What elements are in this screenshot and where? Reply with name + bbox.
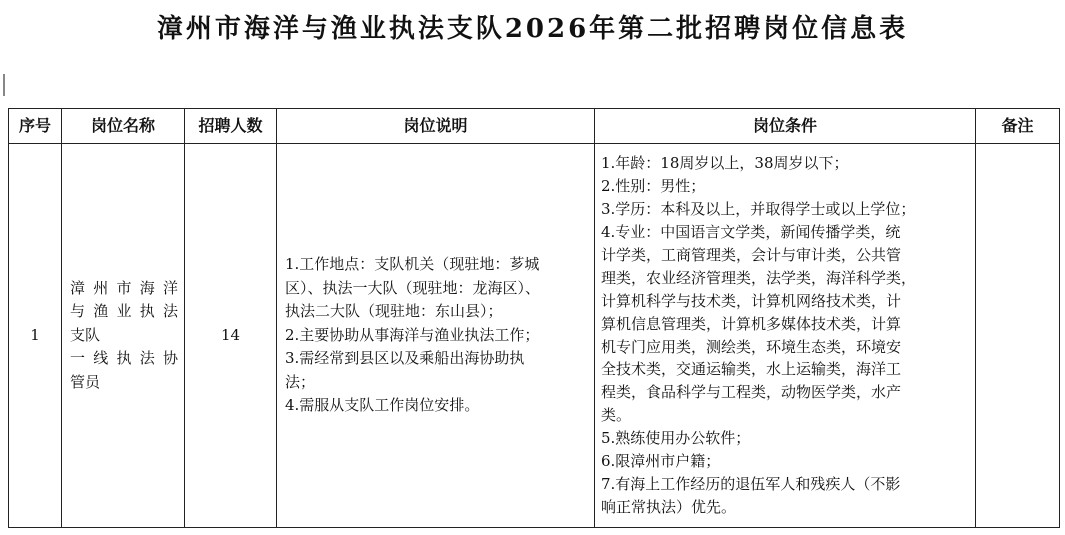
requirement-line: 程类，食品科学与工程类，动物医学类，水产: [601, 383, 902, 402]
document-title: 漳州市海洋与渔业执法支队2026年第二批招聘岗位信息表: [156, 14, 909, 44]
header-position-requirements: 岗位条件: [595, 109, 976, 144]
cell-position-name: [62, 144, 185, 528]
requirement-line: 计学类，工商管理类，会计与审计类，公共管: [601, 245, 902, 264]
position-name-line: 管员: [70, 372, 101, 391]
header-index: 序号: [9, 109, 62, 144]
position-name-line: 支队: [70, 325, 101, 344]
requirement-line: 7.有海上工作经历的退伍军人和残疾人（不影: [601, 474, 901, 493]
cell-hire-count: 14: [185, 144, 277, 528]
requirement-line: 机专门应用类，测绘类，环境生态类，环境安: [601, 337, 902, 356]
requirement-line: 计算机科学与技术类，计算机网络技术类，计: [601, 291, 902, 310]
requirement-line: 算机信息管理类，计算机多媒体技术类，计算: [601, 314, 902, 333]
requirement-line: 1.年龄：18周岁以上，38周岁以下；: [601, 154, 849, 173]
requirement-line: 理类，农业经济管理类，法学类，海洋科学类，: [601, 268, 917, 287]
requirement-line: 全技术类，交通运输类，水上运输类，海洋工: [601, 360, 902, 379]
page-edge-marker: [3, 74, 5, 96]
cell-index: 1: [9, 144, 62, 528]
cell-position-requirements: [595, 144, 976, 528]
description-line: 2.主要协助从事海洋与渔业执法工作；: [285, 325, 540, 344]
description-line: 4.需服从支队工作岗位安排。: [285, 396, 480, 415]
description-line: 法；: [285, 372, 316, 391]
requirement-line: 3.学历：本科及以上，并取得学士或以上学位；: [601, 200, 916, 219]
position-name-line: 与渔业执法: [70, 302, 178, 321]
description-line: 3.需经常到县区以及乘船出海协助执: [285, 349, 525, 368]
requirement-line: 5.熟练使用办公软件；: [601, 429, 751, 448]
position-name-line: 一线执法协: [70, 349, 178, 368]
table-header-row: [9, 109, 1060, 144]
cell-position-description: [277, 144, 595, 528]
header-position-name: 岗位名称: [62, 109, 185, 144]
table-row: [9, 144, 1060, 528]
header-hire-count: 招聘人数: [185, 109, 277, 144]
header-position-description: 岗位说明: [277, 109, 595, 144]
recruitment-table: [8, 108, 1060, 528]
description-line: 1.工作地点：支队机关（现驻地：芗城: [285, 255, 540, 274]
position-name-line: 漳州市海洋: [70, 278, 178, 297]
requirement-line: 2.性别：男性；: [601, 177, 706, 196]
requirement-line: 6.限漳州市户籍；: [601, 452, 721, 471]
description-line: 区）、执法一大队（现驻地：龙海区）、: [285, 278, 541, 297]
requirement-line: 类。: [601, 406, 632, 425]
cell-remarks: [976, 144, 1060, 528]
requirement-line: 响正常执法）优先。: [601, 497, 737, 516]
description-line: 执法二大队（现驻地：东山县）；: [285, 302, 503, 321]
requirement-line: 4.专业：中国语言文学类，新闻传播学类，统: [601, 222, 901, 241]
header-remarks: 备注: [976, 109, 1060, 144]
